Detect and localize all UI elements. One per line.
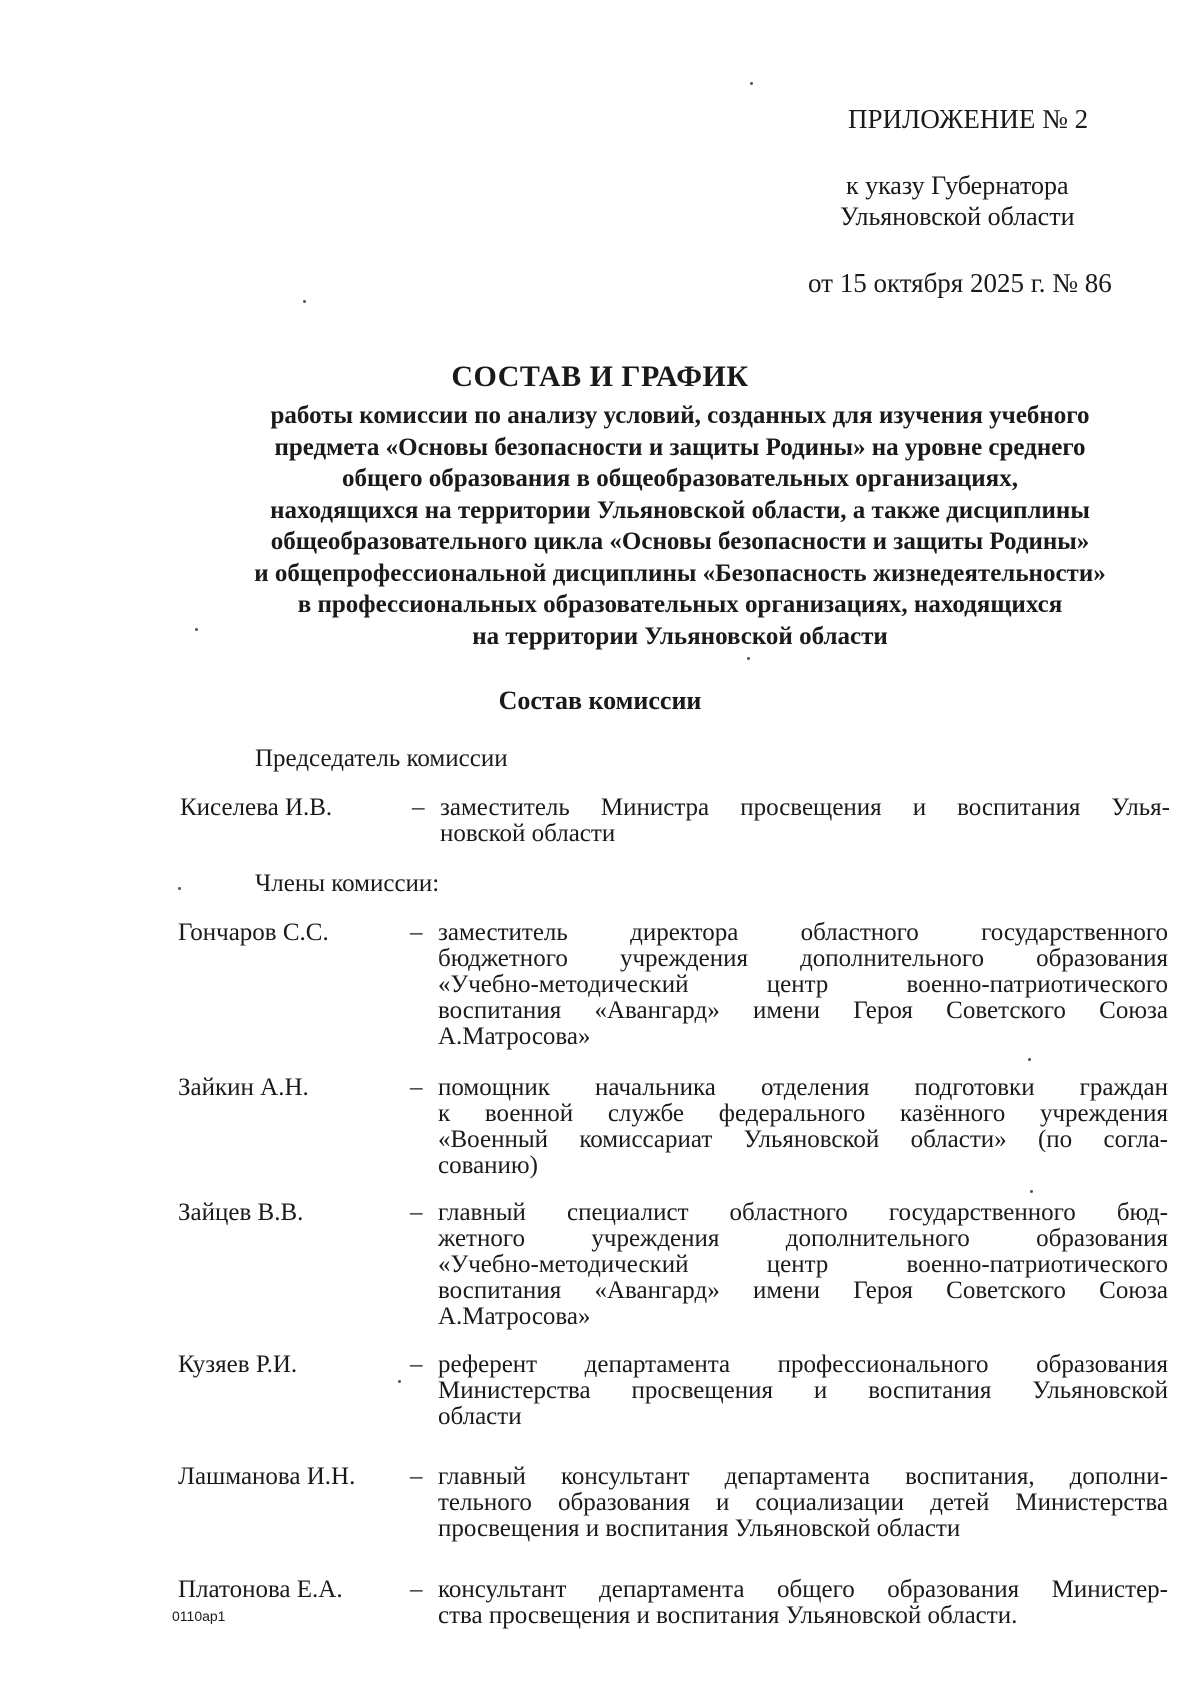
- dash: –: [412, 794, 425, 821]
- member-name: Кузяев Р.И.: [178, 1351, 298, 1378]
- subtitle-line: предмета «Основы безопасности и защиты Родины» на уровне среднего: [274, 433, 1086, 461]
- appendix-ref-line: к указу Губернатора: [845, 171, 1069, 200]
- member-name: Киселева И.В.: [180, 794, 333, 821]
- member-description: [440, 795, 1170, 847]
- scan-speck: [195, 628, 198, 631]
- description-line: «Учебно-методический центр военно-патриотического: [438, 971, 1168, 998]
- description-line: заместитель директора областного государственного: [438, 919, 1168, 946]
- description-line: тельного образования и социализации детей Министерства: [438, 1489, 1168, 1516]
- description-line: главный консультант департамента воспитания, дополни-: [438, 1463, 1168, 1490]
- description-line: к военной службе федерального казённого учреждения: [438, 1100, 1168, 1127]
- member-name: Платонова Е.А.: [178, 1576, 343, 1603]
- description-line: А.Матросова»: [438, 1303, 591, 1330]
- description-line: А.Матросова»: [438, 1023, 591, 1050]
- subtitle-line: общего образования в общеобразовательных организациях,: [342, 465, 1018, 492]
- description-line: жетного учреждения дополнительного образования: [438, 1225, 1168, 1252]
- description-line: «Учебно-методический центр военно-патриотического: [438, 1251, 1168, 1278]
- scan-speck: [1028, 1058, 1031, 1061]
- description-line: просвещения и воспитания Ульяновской области: [438, 1515, 961, 1542]
- document-subtitle: [160, 400, 1200, 652]
- description-line: области: [438, 1403, 522, 1430]
- member-name: Гончаров С.С.: [178, 919, 329, 946]
- document-title: СОСТАВ И ГРАФИК: [451, 360, 749, 393]
- member-description: [438, 1200, 1168, 1330]
- member-description: [438, 920, 1168, 1050]
- chair-label: Председатель комиссии: [255, 745, 508, 772]
- dash: –: [410, 919, 423, 946]
- subtitle-line: в профессиональных образовательных организациях, находящихся: [297, 591, 1063, 618]
- description-line: сованию): [438, 1152, 538, 1179]
- description-line: референт департамента профессионального образования: [438, 1351, 1168, 1378]
- scan-speck: [750, 82, 753, 85]
- member-name: Зайцев В.В.: [178, 1199, 304, 1226]
- member-description: [438, 1352, 1168, 1430]
- footer-code: 0110ap1: [172, 1608, 226, 1624]
- description-line: консультант департамента общего образования Министер-: [438, 1576, 1168, 1603]
- dash: –: [410, 1074, 423, 1101]
- subtitle-line: на территории Ульяновской области: [472, 622, 888, 650]
- scan-speck: [178, 887, 181, 890]
- scan-speck: [747, 657, 750, 660]
- description-line: главный специалист областного государственного бюд-: [438, 1199, 1168, 1226]
- description-line: «Военный комиссариат Ульяновской области» (по согла-: [438, 1126, 1168, 1153]
- description-line: заместитель Министра просвещения и воспитания Улья-: [440, 794, 1170, 821]
- description-line: бюджетного учреждения дополнительного образования: [438, 945, 1168, 972]
- description-line: Министерства просвещения и воспитания Ульяновской: [438, 1377, 1168, 1404]
- subtitle-line: работы комиссии по анализу условий, созданных для изучения учебного: [270, 402, 1090, 429]
- description-line: новской области: [440, 820, 616, 847]
- subtitle-line: и общепрофессиональной дисциплины «Безопасность жизнедеятельности»: [254, 559, 1106, 587]
- description-line: воспитания «Авангард» имени Героя Советского Союза: [438, 997, 1168, 1024]
- member-description: [438, 1577, 1168, 1629]
- description-line: ства просвещения и воспитания Ульяновской области.: [438, 1602, 1018, 1629]
- section-title: Состав комиссии: [498, 686, 702, 715]
- dash: –: [410, 1576, 423, 1603]
- subtitle-line: общеобразовательного цикла «Основы безопасности и защиты Родины»: [270, 528, 1090, 555]
- appendix-reference: [840, 170, 1074, 232]
- member-name: Зайкин А.Н.: [178, 1074, 309, 1101]
- member-description: [438, 1075, 1168, 1179]
- member-name: Лашманова И.Н.: [178, 1463, 356, 1490]
- member-description: [438, 1464, 1168, 1542]
- members-label: Члены комиссии:: [255, 870, 440, 897]
- scan-speck: [398, 1380, 401, 1383]
- appendix-title: ПРИЛОЖЕНИЕ № 2: [848, 104, 1089, 134]
- appendix-ref-line: Ульяновской области: [840, 202, 1075, 231]
- appendix-date: от 15 октября 2025 г. № 86: [808, 268, 1112, 298]
- dash: –: [410, 1463, 423, 1490]
- description-line: воспитания «Авангард» имени Героя Советского Союза: [438, 1277, 1168, 1304]
- dash: –: [410, 1351, 423, 1378]
- subtitle-line: находящихся на территории Ульяновской области, а также дисциплины: [270, 496, 1090, 524]
- dash: –: [410, 1199, 423, 1226]
- scan-speck: [303, 300, 306, 303]
- scan-speck: [1030, 1190, 1033, 1193]
- description-line: помощник начальника отделения подготовки граждан: [438, 1074, 1168, 1101]
